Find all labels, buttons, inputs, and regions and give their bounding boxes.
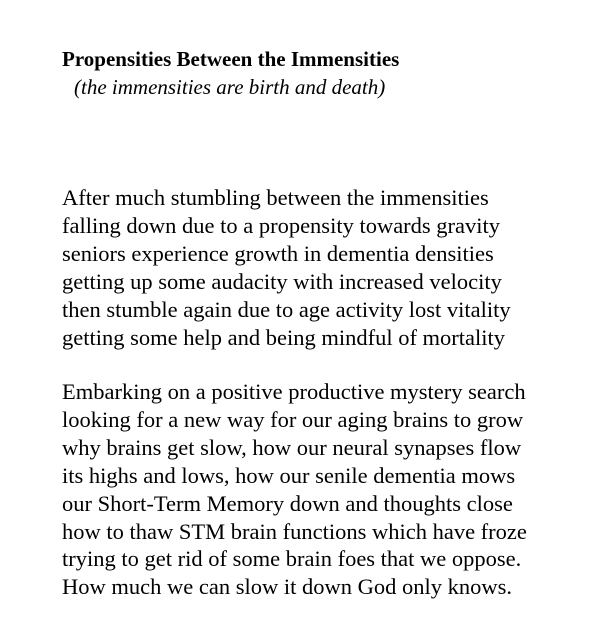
poem-line: Embarking on a positive productive mystery search	[62, 379, 526, 404]
poem-line: how to thaw STM brain functions which have froze	[62, 518, 527, 544]
poem-line: How much we can slow it down God only knows.	[62, 574, 512, 600]
poem-line: falling down due to a propensity towards gravity	[62, 212, 501, 238]
poem-subtitle: (the immensities are birth and death)	[74, 75, 386, 99]
poem-line: its highs and lows, how our senile dementia mows	[62, 462, 516, 488]
stanza-1	[62, 184, 511, 351]
poem-line: trying to get rid of some brain foes that we oppose.	[62, 546, 522, 572]
poem-line: looking for a new way for our aging brains to grow	[62, 406, 524, 432]
poem-line: getting up some audacity with increased velocity	[62, 268, 502, 294]
poem-line: why brains get slow, how our neural synapses flow	[62, 434, 522, 460]
poem-line: seniors experience growth in dementia densities	[62, 240, 494, 266]
poem-title: Propensities Between the Immensities	[62, 47, 400, 71]
stanza-2	[62, 378, 527, 601]
poem-line: getting some help and being mindful of mortality	[62, 324, 506, 350]
poem-line: After much stumbling between the immensities	[62, 185, 489, 210]
poem-line: our Short-Term Memory down and thoughts close	[62, 490, 513, 516]
poem-line: then stumble again due to age activity lost vitality	[62, 296, 511, 322]
